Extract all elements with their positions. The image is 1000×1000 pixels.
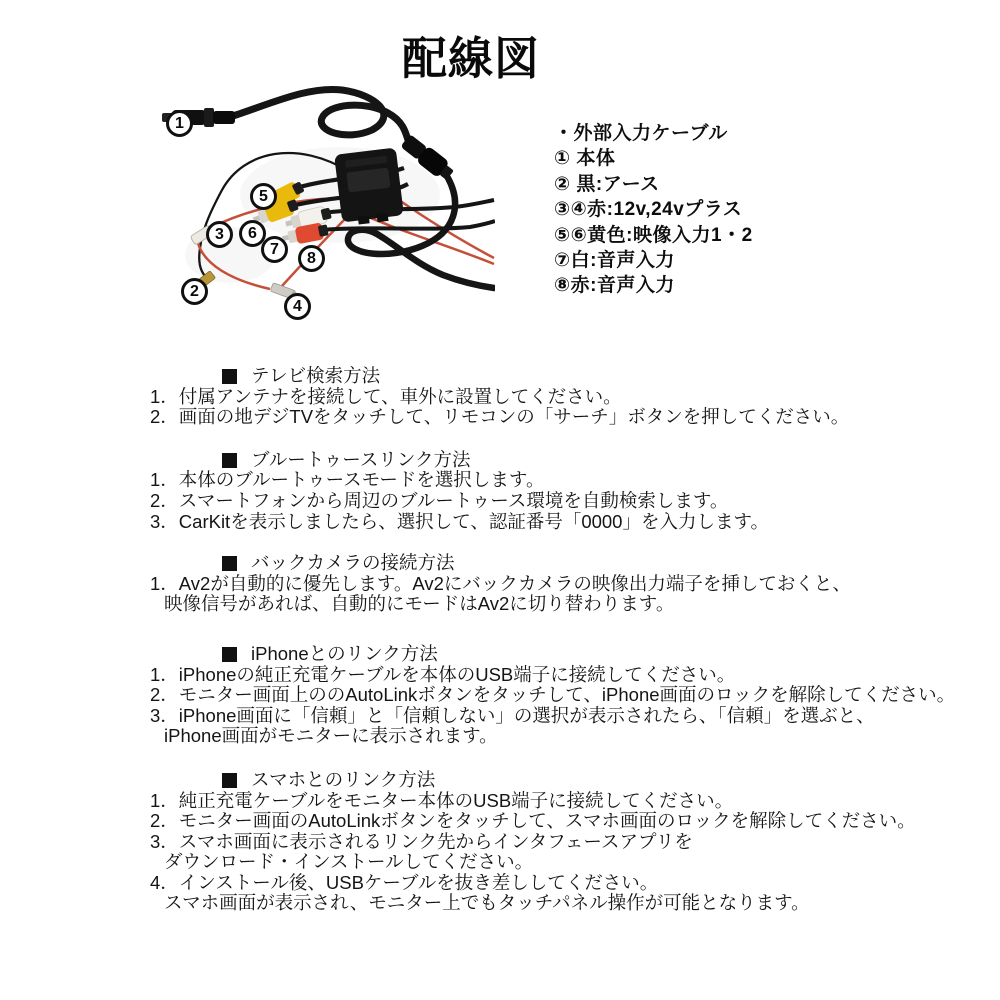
section-heading [150,450,995,471]
callout-8: 8 [298,245,325,272]
section-title: スマホとのリンク方法 [251,768,436,790]
harness-photo [150,80,495,330]
callout-7: 7 [261,236,288,263]
instruction-line: 4．インストール後、USBケーブルを抜き差ししてください。 [150,871,659,893]
instruction-line: 2．画面の地デジTVをタッチして、リモコンの「サーチ」ボタンを押してください。 [150,406,850,428]
instruction-line: 2．モニター画面上ののAutoLinkボタンをタッチして、iPhone画面のロックを解除してください。 [150,684,956,706]
instruction-line: 3．CarKitを表示しましたら、選択して、認証番号「0000」を入力します。 [150,510,769,532]
section-smartphone-link [150,770,995,914]
instruction-line: 1．本体のブルートゥースモードを選択します。 [150,469,545,491]
section-title: iPhoneとのリンク方法 [251,642,438,664]
section-heading [150,770,995,791]
instruction-line: 3．iPhone画面に「信頼」と「信頼しない」の選択が表示されたら、「信頼」を選ぶと、 [150,704,875,726]
instruction-line: 1．iPhoneの純正充電ケーブルを本体のUSB端子に接続してください。 [150,663,736,685]
instruction-line: 3．スマホ画面に表示されるリンク先からインタフェースアプリを [150,830,693,852]
callout-6: 6 [239,220,266,247]
legend-item-2-black: ② 黒:アース [554,173,660,195]
section-title: バックカメラの接続方法 [251,552,455,574]
legend-item-34-red: ③④赤:12v,24vプラス [554,199,743,221]
instruction-line: iPhone画面がモニターに表示されます。 [164,725,498,747]
legend [554,121,753,299]
section-tv-search [150,366,995,428]
section-iphone-link [150,644,995,747]
square-bullet-icon [222,647,237,662]
section-heading [150,366,995,387]
legend-item-56-yellow: ⑤⑥黄色:映像入力1・2 [554,224,753,246]
legend-item-8-red: ⑧赤:音声入力 [554,275,675,297]
instruction-line: 1．付属アンテナを接続して、車外に設置してください。 [150,385,622,407]
page-title: 配線図 [401,33,540,84]
callout-2: 2 [181,278,208,305]
callout-3: 3 [206,221,233,248]
section-title: テレビ検索方法 [251,365,381,386]
instructions [150,366,995,914]
instruction-line: ダウンロード・インストールしてください。 [164,851,534,873]
square-bullet-icon [222,369,237,384]
square-bullet-icon [222,453,237,468]
callout-5: 5 [250,183,277,210]
instruction-line: 1．純正充電ケーブルをモニター本体のUSB端子に接続してください。 [150,789,734,811]
callout-4: 4 [284,293,311,320]
legend-item-7-white: ⑦白:音声入力 [554,250,675,272]
section-heading [150,553,995,574]
control-box [334,147,404,226]
section-heading [150,644,995,665]
section-bluetooth-link [150,450,995,532]
coiled-cable [233,89,410,146]
square-bullet-icon [222,773,237,788]
instruction-line: 映像信号があれば、自動的にモードはAv2に切り替わります。 [164,593,675,615]
instruction-line: 2．モニター画面のAutoLinkボタンをタッチして、スマホ画面のロックを解除してください。 [150,810,916,832]
section-back-camera [150,553,995,615]
section-title: ブルートゥースリンク方法 [251,448,471,470]
legend-item-1-body: ① 本体 [554,148,616,170]
square-bullet-icon [222,556,237,571]
instruction-line: スマホ画面が表示され、モニター上でもタッチパネル操作が可能となります。 [164,892,810,914]
instruction-line: 2．スマートフォンから周辺のブルートゥース環境を自動検索します。 [150,489,729,511]
callout-1: 1 [166,110,193,137]
legend-item-cable: ・外部入力ケーブル [554,123,728,144]
instruction-line: 1．Av2が自動的に優先します。Av2にバックカメラの映像出力端子を挿しておくと、 [150,572,851,594]
